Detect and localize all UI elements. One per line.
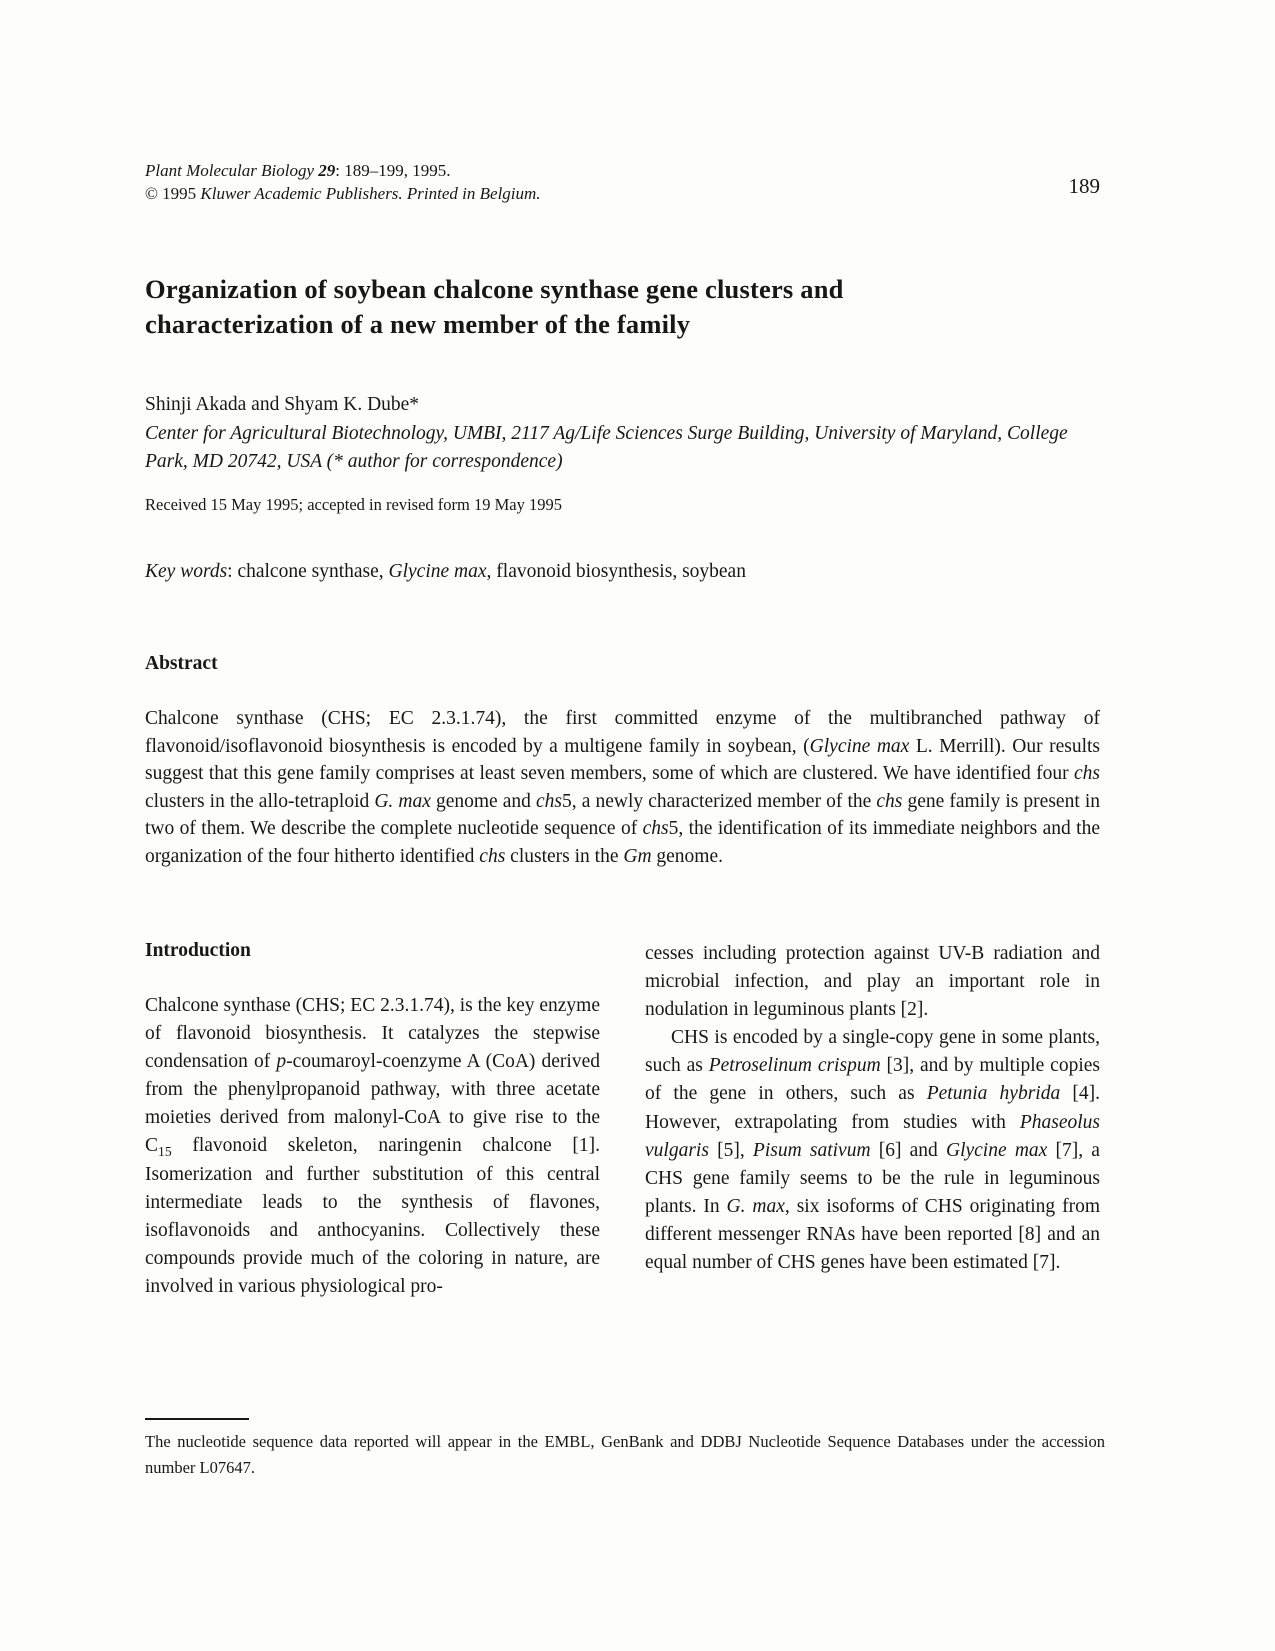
left-column: [145, 940, 600, 1301]
abstract-body: Chalcone synthase (CHS; EC 2.3.1.74), the first committed enzyme of the multibranched pathway of flavonoid/isoflavonoid biosynthesis is encoded by a multigene family in soybean, (Glycine max L. Merrill). Our results suggest that this gene family comprises at least seven members, some of which are clustered. We have identified four chs clusters in the allo-tetraploid G. max genome and chs5, a newly characterized member of the chs gene family is present in two of them. We describe the complete nucleotide sequence of chs5, the identification of its immediate neighbors and the organization of the four hitherto identified chs clusters in the Gm genome.: [145, 708, 1100, 867]
affiliation: Center for Agricultural Biotechnology, UMBI, 2117 Ag/Life Sciences Surge Building, University of Maryland, College Park, MD 20742, USA (* author for correspondence): [145, 422, 1068, 472]
footnote: [145, 1418, 1105, 1482]
paper-title: Organization of soybean chalcone synthase gene clusters and characterization of a new member of the family: [145, 273, 844, 339]
intro-right-paragraph-2: CHS is encoded by a single-copy gene in some plants, such as Petroselinum crispum [3], and by multiple copies of the gene in others, such as Petunia hybrida [4]. However, extrapolating from studies with Phaseolus vulgaris [5], Pisum sativum [6] and Glycine max [7], a CHS gene family seems to be the rule in leguminous plants. In G. max, six isoforms of CHS originating from different messenger RNAs have been reported [8] and an equal number of CHS genes have been estimated [7].: [645, 1027, 1101, 1273]
intro-right-paragraph-1: cesses including protection against UV-B radiation and microbial infection, and play an important role in nodulation in leguminous plants [2].: [645, 943, 1100, 1021]
right-column: [645, 940, 1100, 1301]
journal-info: [145, 160, 541, 206]
footnote-text: The nucleotide sequence data reported will appear in the EMBL, GenBank and DDBJ Nucleotide Sequence Databases under the accession number L07647.: [145, 1432, 1105, 1478]
intro-left-paragraph: Chalcone synthase (CHS; EC 2.3.1.74), is the key enzyme of flavonoid biosynthesis. It catalyzes the stepwise condensation of p-coumaroyl-coenzyme A (CoA) derived from the phenylpropanoid pathway, with three acetate moieties derived from malonyl-CoA to give rise to the $C_{15}$ flavonoid skeleton, naringenin chalcone [1]. Isomerization and further substitution of this central intermediate leads to the synthesis of flavones, isoflavonoids and anthocyanins. Collectively these compounds provide much of the coloring in nature, are involved in various physiological pro-: [145, 995, 600, 1297]
intro-columns: [145, 940, 1100, 1301]
abstract-heading: Abstract: [145, 653, 218, 675]
keywords-line: Key words: chalcone synthase, Glycine max, flavonoid biosynthesis, soybean: [145, 561, 746, 583]
introduction-heading: Introduction: [145, 940, 251, 962]
authors: Shinji Akada and Shyam K. Dube*: [145, 393, 420, 415]
journal-citation-line: Plant Molecular Biology 29: 189–199, 1995.: [145, 161, 451, 180]
page-header: [145, 160, 1100, 206]
footnote-rule: [145, 1418, 249, 1420]
page-number: 189: [1068, 174, 1100, 198]
journal-copyright-line: © 1995 Kluwer Academic Publishers. Printed in Belgium.: [145, 183, 541, 203]
received-dates: Received 15 May 1995; accepted in revised form 19 May 1995: [145, 495, 562, 515]
